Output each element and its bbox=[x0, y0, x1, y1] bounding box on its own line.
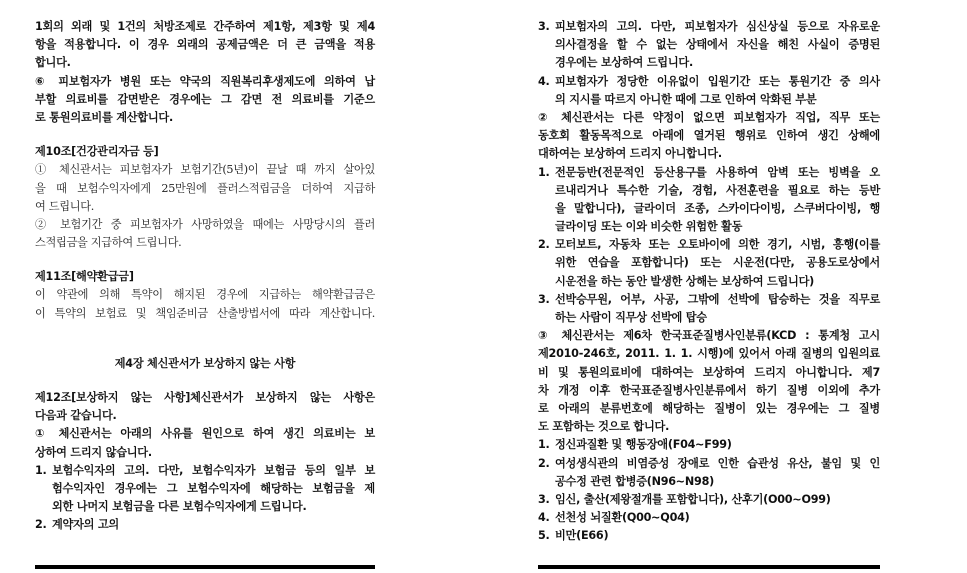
list-item bbox=[538, 73, 880, 109]
text-line: ③ 체신관서는 제6차 한국표준질병사인분류(KCD : 통계청 고시 bbox=[538, 329, 880, 343]
text-line: 경우에는 보상하여 드립니다. bbox=[555, 56, 693, 70]
text-line: 여 드립니다. bbox=[35, 199, 95, 213]
paragraph-2 bbox=[538, 109, 880, 164]
chapter-4-heading: 제4장 체신관서가 보상하지 않는 사항 bbox=[114, 356, 296, 370]
list-item bbox=[538, 455, 880, 491]
text-line: 보험수익자의 고의. 다만, 보험수익자가 보험금 등의 일부 보 bbox=[52, 463, 375, 477]
text-line: 전문등반(전문적인 등산용구를 사용하여 암벽 또는 빙벽을 오 bbox=[555, 165, 880, 179]
text-line: 비 및 통원의료비에 대하여는 보상하여 드리지 아니합니다. 제7 bbox=[538, 365, 880, 379]
text-line: 정신과질환 및 행동장애(F04∼F99) bbox=[555, 438, 732, 452]
list-item bbox=[538, 527, 880, 545]
text-line: 모터보트, 자동차 또는 오토바이에 의한 경기, 시범, 흥행(이를 bbox=[555, 238, 880, 252]
text-line: ② 보험기간 중 피보험자가 사망하였을 때에는 사망당시의 플러 bbox=[35, 217, 375, 231]
text-line: 을 말합니다), 글라이더 조종, 스카이다이빙, 스쿠버다이빙, 행 bbox=[555, 201, 880, 215]
text-line: 선박승무원, 어부, 사공, 그밖에 선박에 탑승하는 것을 직무로 bbox=[555, 292, 880, 306]
paragraph-6 bbox=[35, 73, 375, 128]
text-line: 다음과 같습니다. bbox=[35, 409, 117, 423]
text-line: 외한 나머지 보험금을 다른 보험수익자에게 드립니다. bbox=[52, 500, 307, 514]
right-column bbox=[538, 18, 880, 545]
text-line: 험수익자인 경우에는 그 보험수익자에 해당하는 보험금을 제 bbox=[52, 481, 375, 495]
list-number: 5. bbox=[538, 529, 550, 543]
text-line: 위한 연습을 포함합니다) 또는 시운전(다만, 공용도로상에서 bbox=[555, 256, 880, 270]
text-line: 상하여 드리지 않습니다. bbox=[35, 445, 152, 459]
text-line: 선천성 뇌질환(Q00∼Q04) bbox=[555, 511, 690, 525]
text-line: 이 약관에 의해 특약이 해지된 경우에 지급하는 해약환급금은 bbox=[35, 288, 375, 302]
list-item bbox=[538, 18, 880, 73]
text-line: 비만(E66) bbox=[555, 529, 609, 543]
paragraph-continuation bbox=[35, 18, 375, 73]
list-number: 2. bbox=[538, 238, 550, 252]
text-line: 로 통원의료비를 계산합니다. bbox=[35, 110, 173, 124]
list-number: 2. bbox=[35, 518, 47, 532]
text-line: 제12조[보상하지 않는 사항]체신관서가 보상하지 않는 사항은 bbox=[35, 391, 375, 404]
text-line: 피보험자의 고의. 다만, 피보험자가 심신상실 등으로 자유로운 bbox=[555, 20, 880, 33]
text-line: ② 체신관서는 다른 약정이 없으면 피보험자가 직업, 직무 또는 bbox=[538, 110, 880, 124]
right-page-bottom-rule bbox=[538, 565, 880, 569]
list-item bbox=[35, 462, 375, 517]
text-line: 도 포함하는 것으로 합니다. bbox=[538, 420, 670, 434]
list-number: 4. bbox=[538, 74, 550, 88]
text-line: 의 지시를 따르지 아니한 때에 그로 인하여 악화된 부분 bbox=[555, 92, 817, 106]
text-line: 하는 사람이 직무상 선박에 탑승 bbox=[555, 311, 707, 324]
text-line: 부할 의료비를 감면받은 경우에는 그 감면 전 의료비를 기준으 bbox=[35, 92, 375, 106]
text-line: 르내리거나 특수한 기술, 경험, 사전훈련을 필요로 하는 등반 bbox=[555, 183, 880, 197]
text-line: 의사결정을 할 수 없는 상태에서 자신을 해친 사실이 증명된 bbox=[555, 38, 880, 52]
list-item bbox=[538, 164, 880, 237]
list-item bbox=[538, 491, 880, 509]
text-line: 대하여는 보상하여 드리지 아니합니다. bbox=[538, 147, 722, 161]
text-line: ⑥ 피보험자가 병원 또는 약국의 직원복리후생제도에 의하여 납 bbox=[35, 74, 375, 88]
text-line: ① 체신관서는 피보험자가 보험기간(5년)이 끝날 때 까지 살아있 bbox=[35, 163, 375, 177]
text-line: 합니다. bbox=[35, 56, 71, 70]
list-number: 3. bbox=[538, 492, 550, 506]
list-item bbox=[538, 236, 880, 291]
list-number: 3. bbox=[538, 20, 550, 33]
text-line: 임신, 출산(제왕절개를 포함합니다), 산후기(O00∼O99) bbox=[555, 492, 831, 506]
text-line: 1회의 외래 및 1건의 처방조제로 간주하여 제1항, 제3항 및 제4 bbox=[35, 20, 375, 33]
list-number: 4. bbox=[538, 511, 550, 525]
text-line: 로 아래의 분류번호에 해당하는 질병이 있는 경우에는 그 질병 bbox=[538, 401, 880, 415]
list-item bbox=[538, 436, 880, 454]
list-number: 1. bbox=[538, 438, 550, 452]
left-column bbox=[35, 18, 375, 535]
article-10-title: 제10조[건강관리자금 등] bbox=[35, 145, 159, 159]
text-line: 여성생식관의 비염증성 장애로 인한 습관성 유산, 불임 및 인 bbox=[555, 456, 880, 470]
article-11-title: 제11조[해약환급금] bbox=[35, 270, 134, 284]
text-line: 제2010-246호, 2011. 1. 1. 시행)에 있어서 아래 질병의 입원의료 bbox=[538, 347, 880, 361]
text-line: ① 체신관서는 아래의 사유를 원인으로 하여 생긴 의료비는 보 bbox=[35, 427, 375, 441]
text-line: 공수정 관련 합병증(N96∼N98) bbox=[555, 474, 714, 488]
article-11-body bbox=[35, 286, 375, 322]
text-line: 글라이딩 또는 이와 비슷한 위험한 활동 bbox=[555, 220, 743, 234]
text-line: 차 개정 이후 한국표준질병사인분류에서 하기 질병 이외에 추가 bbox=[538, 383, 880, 397]
list-item bbox=[35, 516, 375, 534]
text-line: 시운전을 하는 동안 발생한 상해는 보상하여 드립니다) bbox=[555, 274, 814, 288]
left-page-bottom-rule bbox=[35, 565, 375, 569]
text-line: 스적립금을 지급하여 드립니다. bbox=[35, 236, 182, 250]
article-10-body bbox=[35, 161, 375, 252]
list-number: 2. bbox=[538, 456, 550, 470]
text-line: 동호회 활동목적으로 아래에 열거된 행위로 인하여 생긴 상해에 bbox=[538, 129, 880, 143]
list-item bbox=[538, 509, 880, 527]
list-number: 1. bbox=[35, 463, 47, 477]
text-line: 계약자의 고의 bbox=[52, 518, 119, 532]
text-line: 항을 적용합니다. 이 경우 외래의 공제금액은 더 큰 금액을 적용 bbox=[35, 38, 375, 52]
paragraph-3 bbox=[538, 327, 880, 436]
text-line: 이 특약의 보험료 및 책임준비금 산출방법서에 따라 계산합니다. bbox=[35, 306, 375, 320]
list-number: 1. bbox=[538, 165, 550, 179]
list-number: 3. bbox=[538, 292, 550, 306]
text-line: 피보험자가 정당한 이유없이 입원기간 또는 통원기간 중 의사 bbox=[555, 74, 880, 88]
article-12-body bbox=[35, 389, 375, 462]
list-item bbox=[538, 291, 880, 327]
text-line: 을 때 보험수익자에게 25만원에 플러스적립금을 더하여 지급하 bbox=[35, 181, 375, 195]
